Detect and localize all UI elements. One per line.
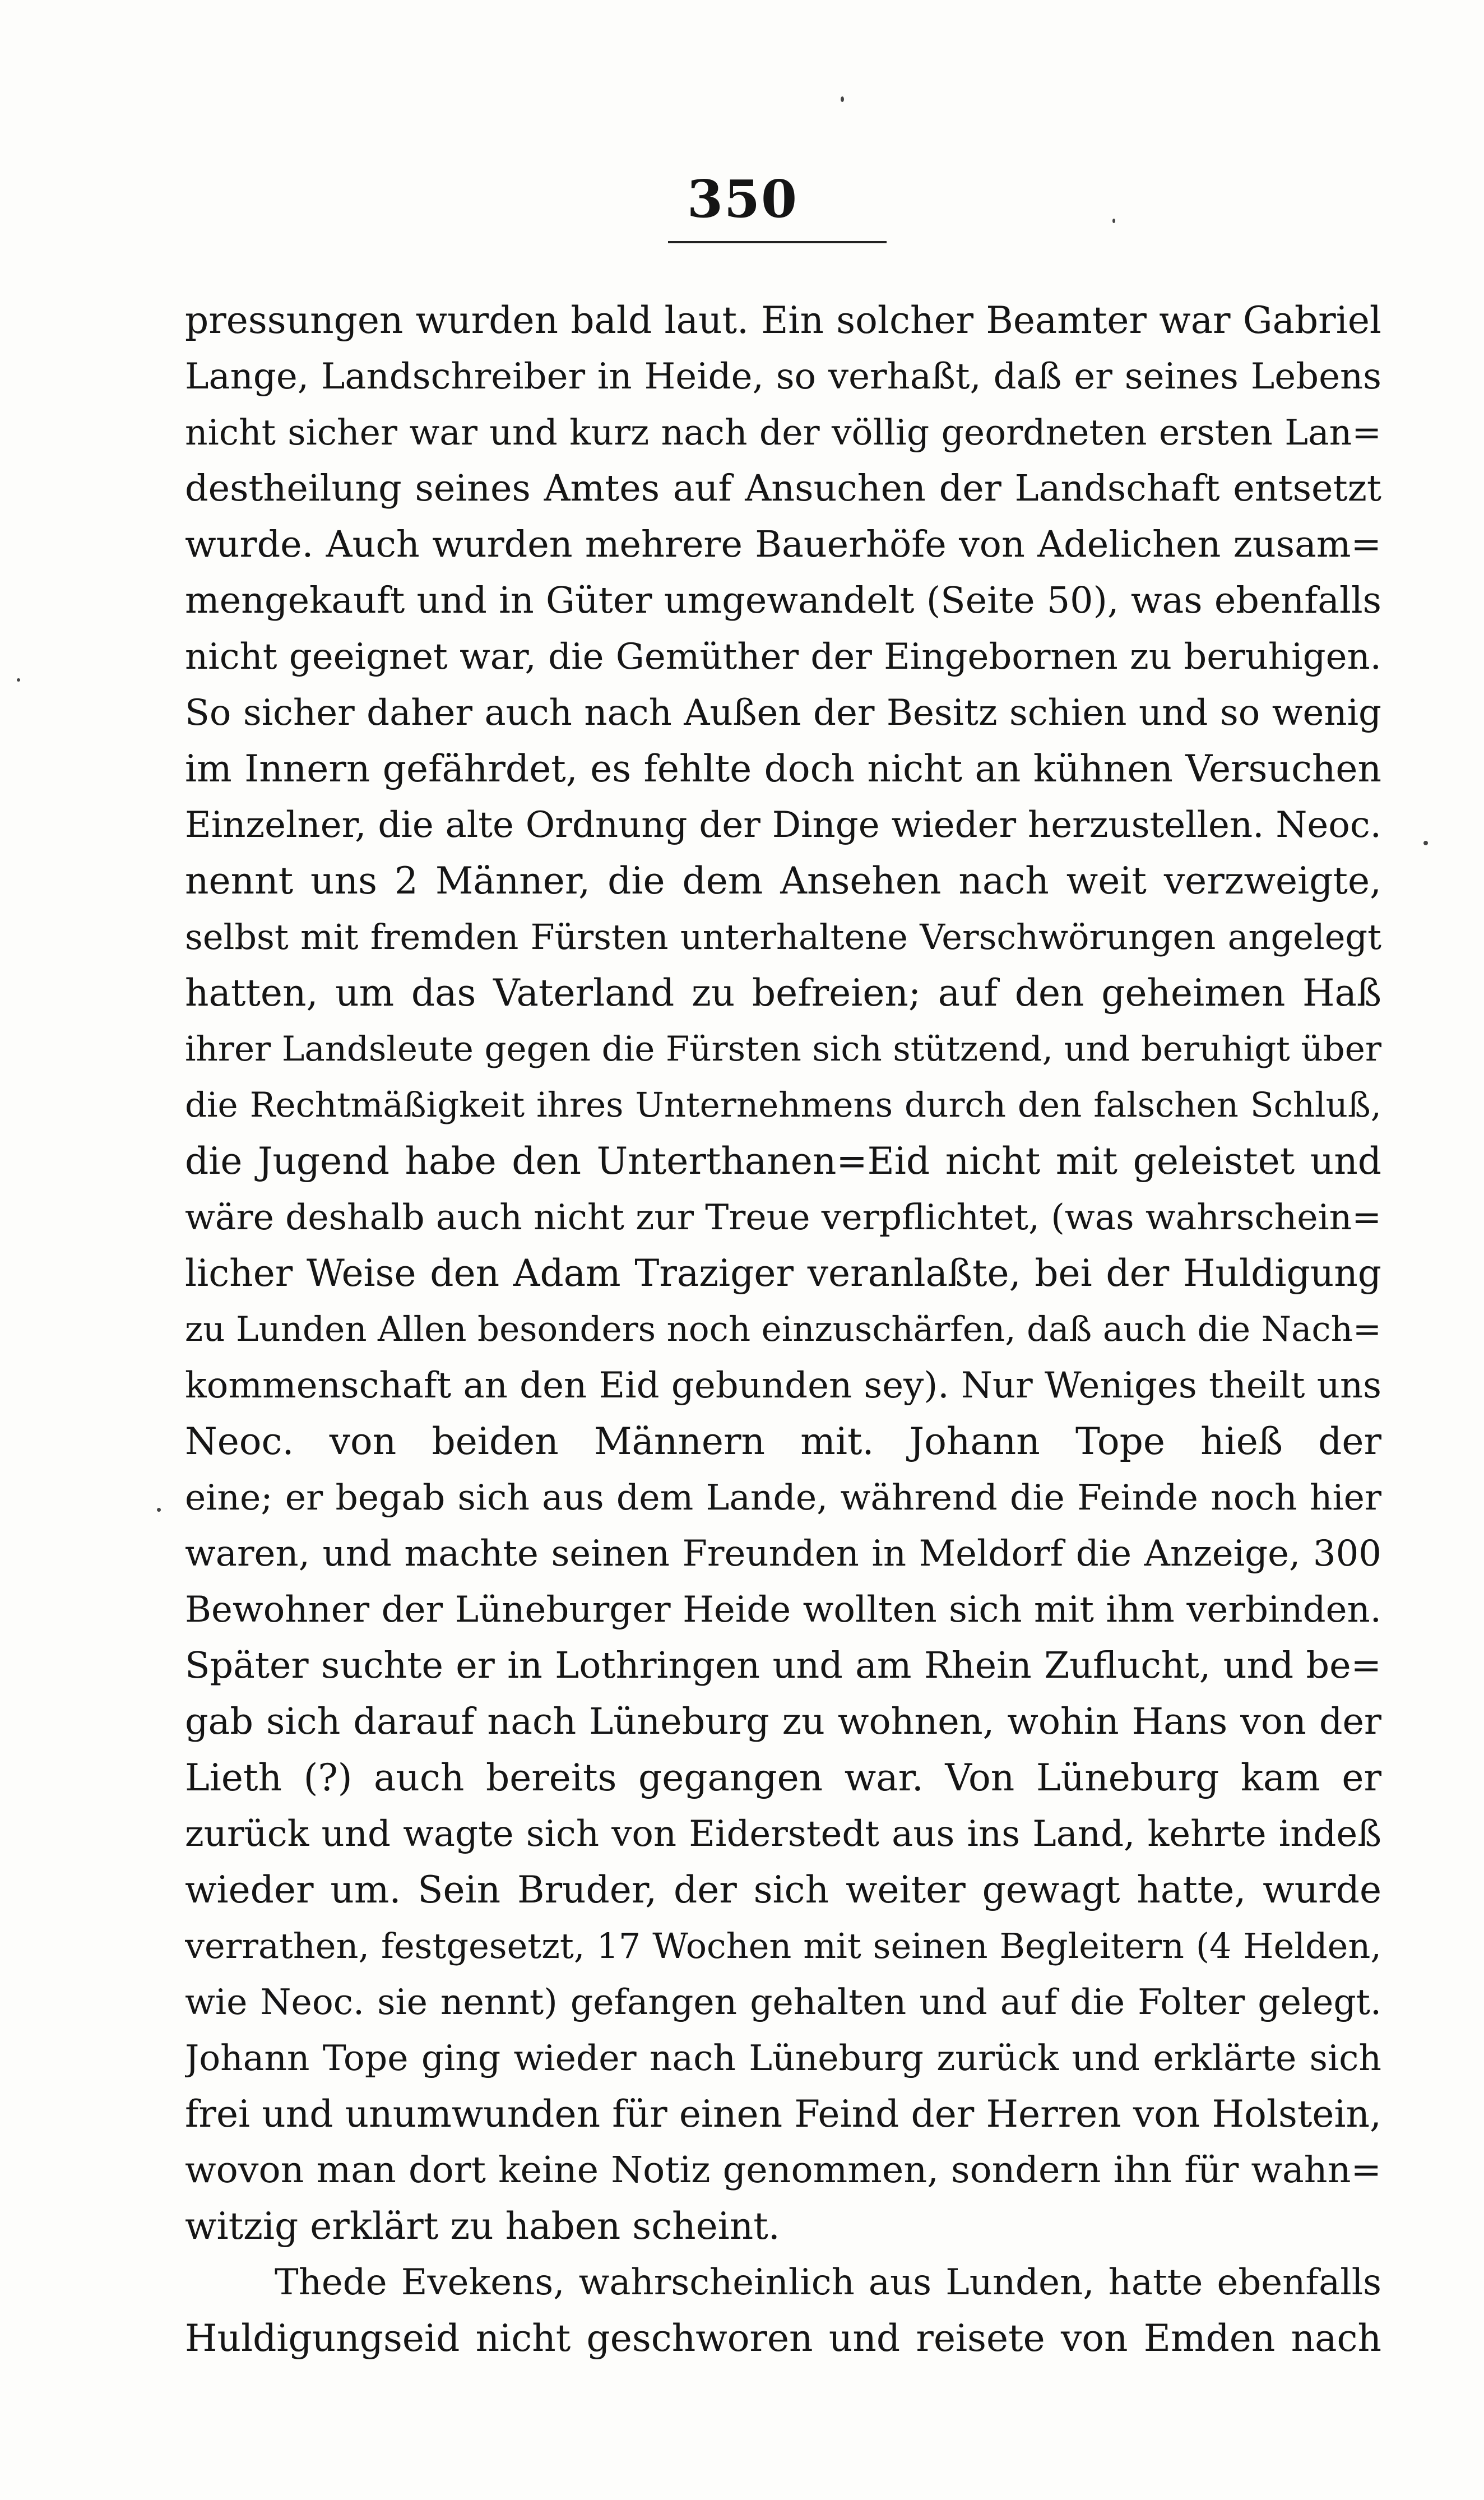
text-line: wurde. Auch wurden mehrere Bauerhöfe von Adelichen zusam=	[185, 524, 1381, 566]
text-line: So sicher daher auch nach Außen der Besitz schien und so wenig	[185, 692, 1381, 734]
text-line: Lange, Landschreiber in Heide, so verhaßt, daß er seines Lebens	[185, 356, 1381, 397]
scan-speck	[1423, 841, 1428, 845]
text-line: Huldigungseid nicht geschworen und reisete von Emden nach	[185, 2317, 1381, 2360]
text-line: wie Neoc. sie nennt) gefangen gehalten und auf die Folter gelegt.	[185, 1982, 1381, 2022]
text-line: Einzelner, die alte Ordnung der Dinge wieder herzustellen. Neoc.	[185, 804, 1381, 846]
text-line: wäre deshalb auch nicht zur Treue verpflichtet, (was wahrschein=	[185, 1197, 1381, 1238]
body-text	[185, 293, 1381, 2367]
text-line: destheilung seines Amtes auf Ansuchen der Landschaft entsetzt	[185, 467, 1381, 510]
text-line-paragraph-start: Thede Evekens, wahrscheinlich aus Lunden, hatte ebenfalls	[275, 2262, 1381, 2303]
text-line-paragraph-end: witzig erklärt zu haben scheint.	[185, 2205, 780, 2248]
scan-speck	[841, 96, 844, 102]
text-line: mengekauft und in Güter umgewandelt (Seite 50), was ebenfalls	[185, 580, 1381, 622]
text-line: Neoc. von beiden Männern mit. Johann Tope hieß der	[185, 1420, 1381, 1463]
text-line: ihrer Landsleute gegen die Fürsten sich stützend, und beruhigt über	[185, 1029, 1381, 1069]
text-line: frei und unumwunden für einen Feind der Herren von Holstein,	[185, 2092, 1381, 2136]
text-line: wieder um. Sein Bruder, der sich weiter gewagt hatte, wurde	[185, 1868, 1381, 1911]
text-line: die Jugend habe den Unterthanen=Eid nicht mit geleistet und	[185, 1140, 1381, 1183]
text-line: die Rechtmäßigkeit ihres Unternehmens durch den falschen Schluß,	[185, 1085, 1381, 1125]
text-line: eine; er begab sich aus dem Lande, während die Feinde noch hier	[185, 1477, 1381, 1518]
text-line: gab sich darauf nach Lüneburg zu wohnen, wohin Hans von der	[185, 1701, 1381, 1743]
scan-speck	[17, 678, 20, 682]
text-line: nicht geeignet war, die Gemüther der Eingebornen zu beruhigen.	[185, 636, 1381, 678]
text-line: zu Lunden Allen besonders noch einzuschärfen, daß auch die Nach=	[185, 1309, 1381, 1349]
text-line: zurück und wagte sich von Eiderstedt aus ins Land, kehrte indeß	[185, 1813, 1381, 1855]
text-line: Lieth (?) auch bereits gegangen war. Von Lüneburg kam er	[185, 1756, 1381, 1799]
page-number: 350	[687, 169, 799, 229]
text-line: nennt uns 2 Männer, die dem Ansehen nach weit verzweigte,	[185, 859, 1381, 902]
scan-speck	[157, 1508, 161, 1512]
text-line: Später suchte er in Lothringen und am Rhein Zuflucht, und be=	[185, 1645, 1381, 1687]
text-line: verrathen, festgesetzt, 17 Wochen mit seinen Begleitern (4 Helden,	[185, 1925, 1381, 1966]
text-line: nicht sicher war und kurz nach der völlig geordneten ersten Lan=	[185, 412, 1381, 453]
header-rule	[668, 241, 887, 243]
text-line: kommenschaft an den Eid gebunden sey). Nur Weniges theilt uns	[185, 1365, 1381, 1406]
text-line: waren, und machte seinen Freunden in Meldorf die Anzeige, 300	[185, 1533, 1381, 1575]
text-line: Bewohner der Lüneburger Heide wollten sich mit ihm verbinden.	[185, 1589, 1381, 1631]
text-line: Johann Tope ging wieder nach Lüneburg zurück und erklärte sich	[185, 2038, 1381, 2078]
text-line: wovon man dort keine Notiz genommen, sondern ihn für wahn=	[185, 2149, 1381, 2191]
scan-speck	[1112, 219, 1115, 223]
text-line: im Innern gefährdet, es fehlte doch nicht an kühnen Versuchen	[185, 747, 1381, 790]
text-line: hatten, um das Vaterland zu befreien; auf den geheimen Haß	[185, 971, 1381, 1015]
text-line: licher Weise den Adam Traziger veranlaßte, bei der Huldigung	[185, 1252, 1381, 1295]
text-line: selbst mit fremden Fürsten unterhaltene Verschwörungen angelegt	[185, 916, 1381, 957]
text-line: pressungen wurden bald laut. Ein solcher Beamter war Gabriel	[185, 299, 1381, 342]
